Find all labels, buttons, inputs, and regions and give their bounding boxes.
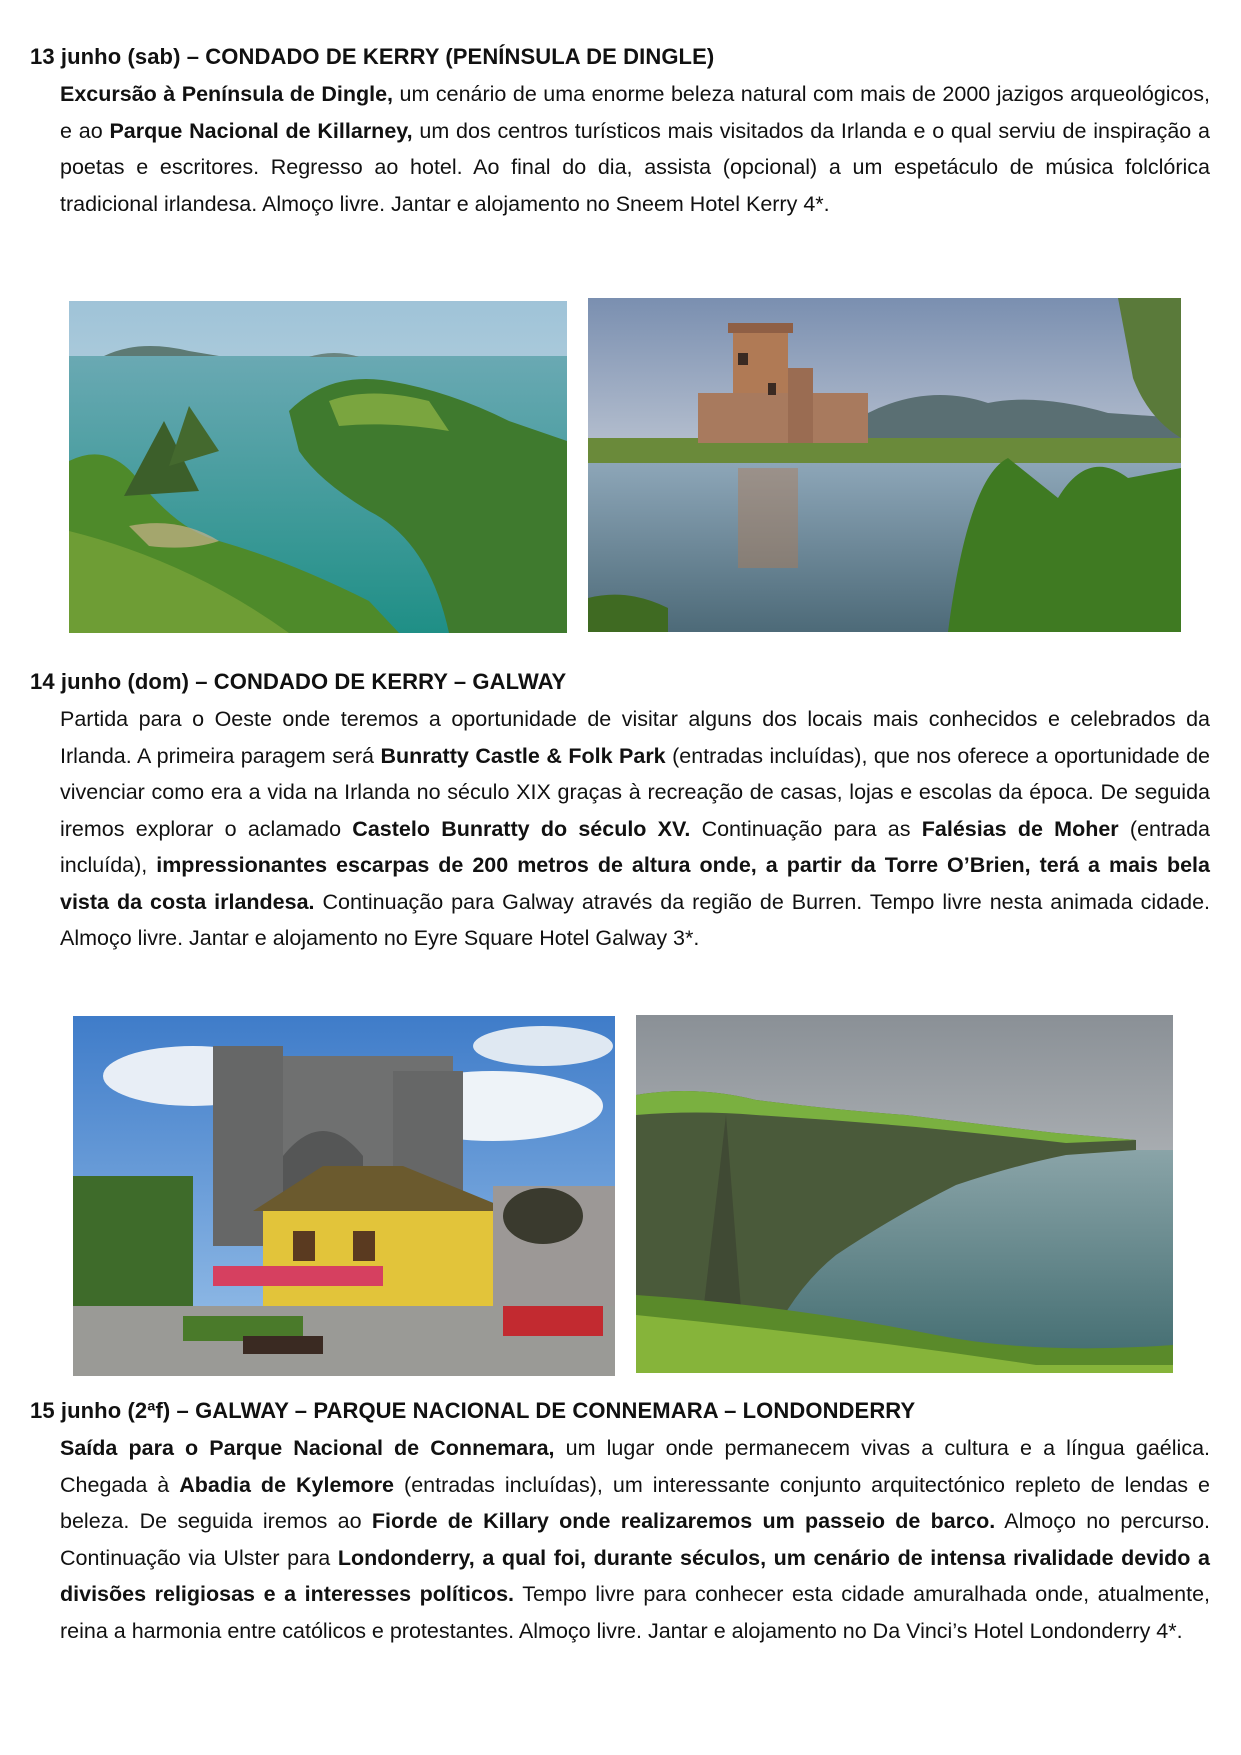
day-heading: 14 junho (dom) – CONDADO DE KERRY – GALWAY [30,669,567,694]
day-15-june [30,1396,1210,1649]
bold-text-run: Parque Nacional de Killarney, [109,118,413,143]
text-run: Almoço no percurso. Continuação via Ulster para [60,1509,1211,1570]
bold-text-run: Castelo Bunratty do século XV. [352,816,691,841]
bold-text-run: Bunratty Castle & Folk Park [380,743,666,768]
text-run: Tempo livre para conhecer esta cidade amuralhada onde, atualmente, reina a harmonia entre católicos e protestantes. Almoço livre. Jantar e alojamento no Da Vinci’s Hotel Londonderry 4*. [60,1582,1211,1643]
bold-text-run: Falésias de Moher [921,816,1119,841]
day-heading: 15 junho (2ªf) – GALWAY – PARQUE NACIONAL DE CONNEMARA – LONDONDERRY [30,1398,916,1423]
bold-text-run: Saída para o Parque Nacional de Connemara, [60,1436,555,1460]
dingle-peninsula-coast-photo [69,301,567,633]
day-description [60,76,1210,222]
day-description [60,1430,1210,1649]
text-run: um cenário de uma enorme beleza natural com mais de 2000 jazigos arqueológicos, e ao [60,82,1210,143]
bold-text-run: Fiorde de Killary onde realizaremos um passeio de barco. [371,1509,996,1533]
text-run: um dos centros turísticos mais visitados da Irlanda e o qual serviu de inspiração a poetas e escritores. Regresso ao hotel. Ao final do dia, assista (opcional) a um espetáculo de música folclórica tradicional irlandesa. Almoço livre. Jantar e alojamento no Sneem Hotel Kerry 4*. [60,118,1210,216]
text-run: (entrada incluída), [60,816,1210,877]
text-run: (entradas incluídas), um interessante conjunto arquitectónico repleto de lendas e beleza. De seguida iremos ao [60,1472,1210,1533]
text-run: um lugar onde permanecem vivas a cultura e a língua gaélica. Chegada à [60,1436,1210,1497]
bold-text-run: impressionantes escarpas de 200 metros de altura onde, a partir da Torre O’Brien, terá a mais bela vista da costa irlandesa. [60,853,1210,914]
day-13-june [30,42,1210,222]
day-14-june [30,667,1210,957]
bold-text-run: Abadia de Kylemore [179,1472,395,1497]
text-run: Partida para o Oeste onde teremos a oportunidade de visitar alguns dos locais mais conhecidos e celebrados da Irlanda. A primeira paragem será [60,707,1210,768]
text-run: Continuação para Galway através da região de Burren. Tempo livre nesta animada cidade. Almoço livre. Jantar e alojamento no Eyre Square Hotel Galway 3*. [60,889,1211,950]
day-description [60,701,1210,957]
cliffs-of-moher-photo [636,1015,1173,1373]
ross-castle-lake-photo [588,298,1181,632]
day-heading: 13 junho (sab) – CONDADO DE KERRY (PENÍNSULA DE DINGLE) [30,44,715,69]
bold-text-run: Londonderry, a qual foi, durante séculos, um cenário de intensa rivalidade devido a divisões religiosas e a interesses políticos. [60,1545,1211,1606]
bunratty-castle-pub-photo [73,1016,615,1376]
bold-text-run: Excursão à Península de Dingle, [60,82,394,106]
text-run: Continuação para as [690,816,922,841]
text-run: (entradas incluídas), que nos oferece a oportunidade de vivenciar como era a vida na Irlanda no século XIX graças à recreação de casas, lojas e escolas da época. De seguida iremos explorar o aclamado [60,743,1210,841]
